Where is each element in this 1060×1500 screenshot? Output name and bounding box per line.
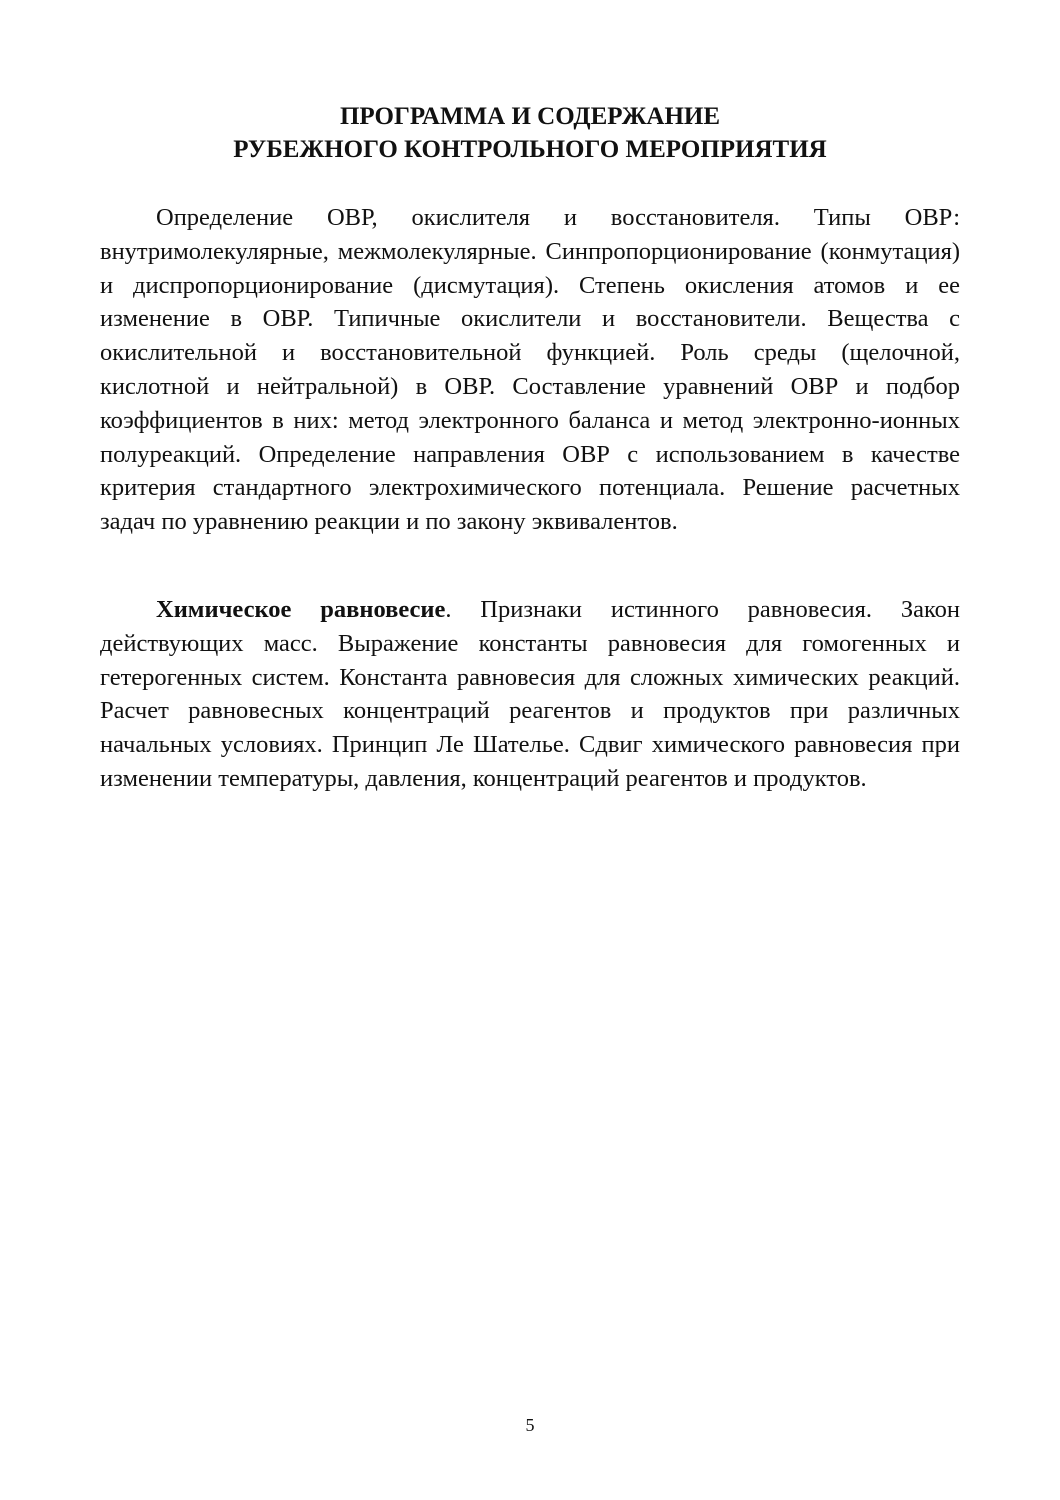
page-title [100,100,960,166]
term-chemical-equilibrium: Химическое равновесие [156,596,446,623]
title-line-1: ПРОГРАММА И СОДЕРЖАНИЕ [339,103,721,130]
page-number: 5 [525,1415,535,1435]
paragraph-redox: Определение ОВР, окислителя и восстановителя. Типы ОВР: внутримолекулярные, межмолекулярные. Синпропорционирование (конмутация) и диспропорционирование (дисмутация). Степень окисления атомов и ее изменение в ОВР. Типичные окислители и восстановители. Вещества с окислительной и восстановительной функцией. Роль среды (щелочной, кислотной и нейтральной) в ОВР. Составление уравнений ОВР и подбор коэффициентов в них: метод электронного баланса и метод электронно-ионных полуреакций. Определение направления ОВР с использованием в качестве критерия стандартного электрохимического потенциала. Решение расчетных задач по уравнению реакции и по закону эквивалентов. [100,204,960,536]
paragraph-equilibrium [100,593,960,796]
title-line-2: РУБЕЖНОГО КОНТРОЛЬНОГО МЕРОПРИЯТИЯ [233,136,827,163]
paragraph-equilibrium-body: . Признаки истинного равновесия. Закон действующих масс. Выражение константы равновесия для гомогенных и гетерогенных систем. Константа равновесия для сложных химических реакций. Расчет равновесных концентраций реагентов и продуктов при различных начальных условиях. Принцип Ле Шателье. Сдвиг химического равновесия при изменении температуры, давления, концентраций реагентов и продуктов. [100,596,960,792]
